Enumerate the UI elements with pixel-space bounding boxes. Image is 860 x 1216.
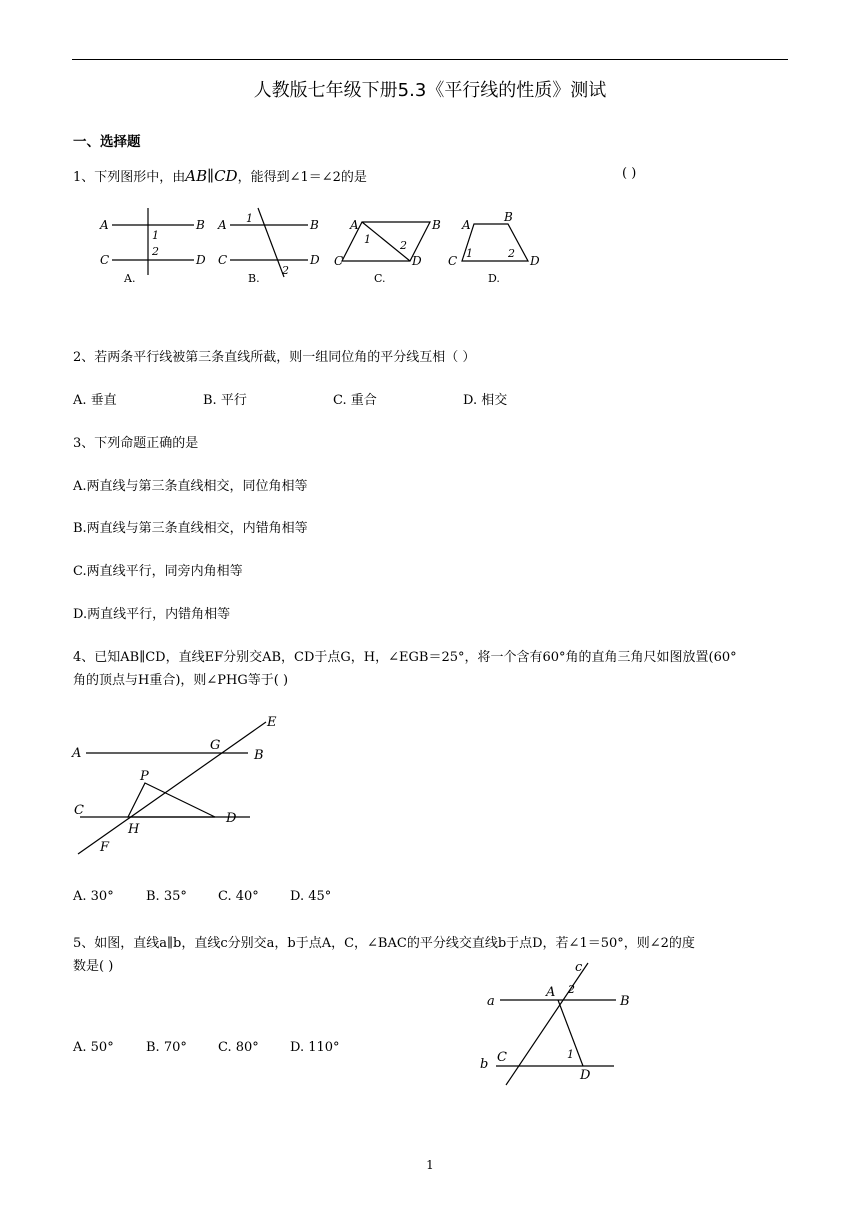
section-heading: 一、选择题 [73,134,141,150]
q1-figure-b [217,208,320,285]
q5-label-c: C [497,1050,507,1065]
q1-figure-c [334,218,441,285]
q1b-label-d: D [310,253,320,267]
q2-option-a[interactable]: A. 垂直 [73,393,117,408]
q1-figure-d [448,210,540,285]
q1c-label-a: A [350,218,359,232]
q4-label-b: B [254,748,264,763]
question-5-line-1: 5、如图，直线a∥b，直线c分别交a，b于点A，C，∠BAC的平分线交直线b于点D，若∠1＝50°，则∠2的度 [73,936,695,951]
q5-label-b: B [620,994,630,1009]
q1-figure-a [99,208,206,285]
q1d-angle-2: 2 [508,247,515,260]
q4-figure [70,712,290,860]
q2-option-d[interactable]: D. 相交 [463,393,508,408]
q5-option-d[interactable]: D. 110° [290,1040,340,1055]
q5-label-a: A [546,985,556,1000]
q5-option-b[interactable]: B. 70° [146,1040,187,1055]
q1c-label-c: C [334,254,344,268]
q1b-label-b: B [310,218,319,232]
document-title: 人教版七年级下册5.3《平行线的性质》测试 [253,80,607,101]
q4-option-b[interactable]: B. 35° [146,889,187,904]
q5-option-c[interactable]: C. 80° [218,1040,259,1055]
q4-label-c: C [74,803,84,818]
q4-label-p: P [140,769,149,784]
q1d-angle-1: 1 [466,247,473,260]
q5-angle-1: 1 [567,1048,574,1061]
q4-label-e: E [267,715,277,730]
q1-text-a: 1、下列图形中，由 [73,170,186,185]
q3-option-b[interactable]: B.两直线与第三条直线相交，内错角相等 [73,521,308,536]
q1a-angle-1: 1 [152,229,159,242]
q1d-caption: D. [488,272,500,285]
q1-figures [98,205,538,287]
q4-label-g: G [210,738,221,753]
page-number: 1 [426,1158,434,1172]
q1c-angle-2: 2 [400,239,407,252]
q3-option-c[interactable]: C.两直线平行，同旁内角相等 [73,564,243,579]
q1a-label-d: D [196,253,206,267]
q3-option-a[interactable]: A.两直线与第三条直线相交，同位角相等 [73,479,308,494]
q1d-label-d: D [530,254,540,268]
q1-expression: AB∥CD [185,167,238,185]
question-5-line-2: 数是( ) [73,959,114,974]
q1c-angle-1: 1 [364,233,371,246]
q1a-label-a: A [100,218,109,232]
q2-option-b[interactable]: B. 平行 [203,393,247,408]
q5-label-b-line: b [480,1057,489,1072]
q4-label-a: A [72,746,82,761]
q5-label-d: D [580,1068,591,1083]
question-1 [73,166,367,185]
q1b-caption: B. [248,272,260,285]
question-4-line-2: 角的顶点与H重合)，则∠PHG等于( ) [73,673,289,688]
q5-angle-2: 2 [568,983,575,996]
q5-option-a[interactable]: A. 50° [73,1040,114,1055]
q4-label-f: F [100,840,110,855]
question-2: 2、若两条平行线被第三条直线所截，则一组同位角的平分线互相（ ） [73,350,476,365]
q1d-label-a: A [462,218,471,232]
q5-label-a-line: a [487,994,495,1009]
question-3: 3、下列命题正确的是 [73,436,199,451]
q1b-angle-1: 1 [246,212,253,225]
q1d-label-b: B [504,210,513,224]
q1c-label-b: B [432,218,441,232]
q1b-label-a: A [218,218,227,232]
q1a-caption: A. [124,272,136,285]
q4-label-d: D [226,811,237,826]
q3-option-d[interactable]: D.两直线平行，内错角相等 [73,607,231,622]
q1c-label-d: D [412,254,422,268]
q1a-angle-2: 2 [152,245,159,258]
q5-figure [478,955,638,1087]
q1-answer-paren: ( ) [622,166,637,181]
q1a-label-b: B [196,218,205,232]
question-4-line-1: 4、已知AB∥CD，直线EF分别交AB，CD于点G，H，∠EGB＝25°，将一个含有60°角的直角三角尺如图放置(60° [73,650,737,665]
q4-option-a[interactable]: A. 30° [73,889,114,904]
q2-option-c[interactable]: C. 重合 [333,393,377,408]
q4-label-h: H [128,822,140,837]
q5-label-c-line: c [575,960,583,975]
q1a-label-c: C [100,253,110,267]
q1b-angle-2: 2 [282,264,289,277]
q4-option-d[interactable]: D. 45° [290,889,332,904]
q1b-label-c: C [218,253,228,267]
q1d-label-c: C [448,254,458,268]
q4-option-c[interactable]: C. 40° [218,889,259,904]
q1c-caption: C. [374,272,386,285]
q1-text-b: ，能得到∠1＝∠2的是 [237,170,367,185]
header-rule [72,59,788,60]
